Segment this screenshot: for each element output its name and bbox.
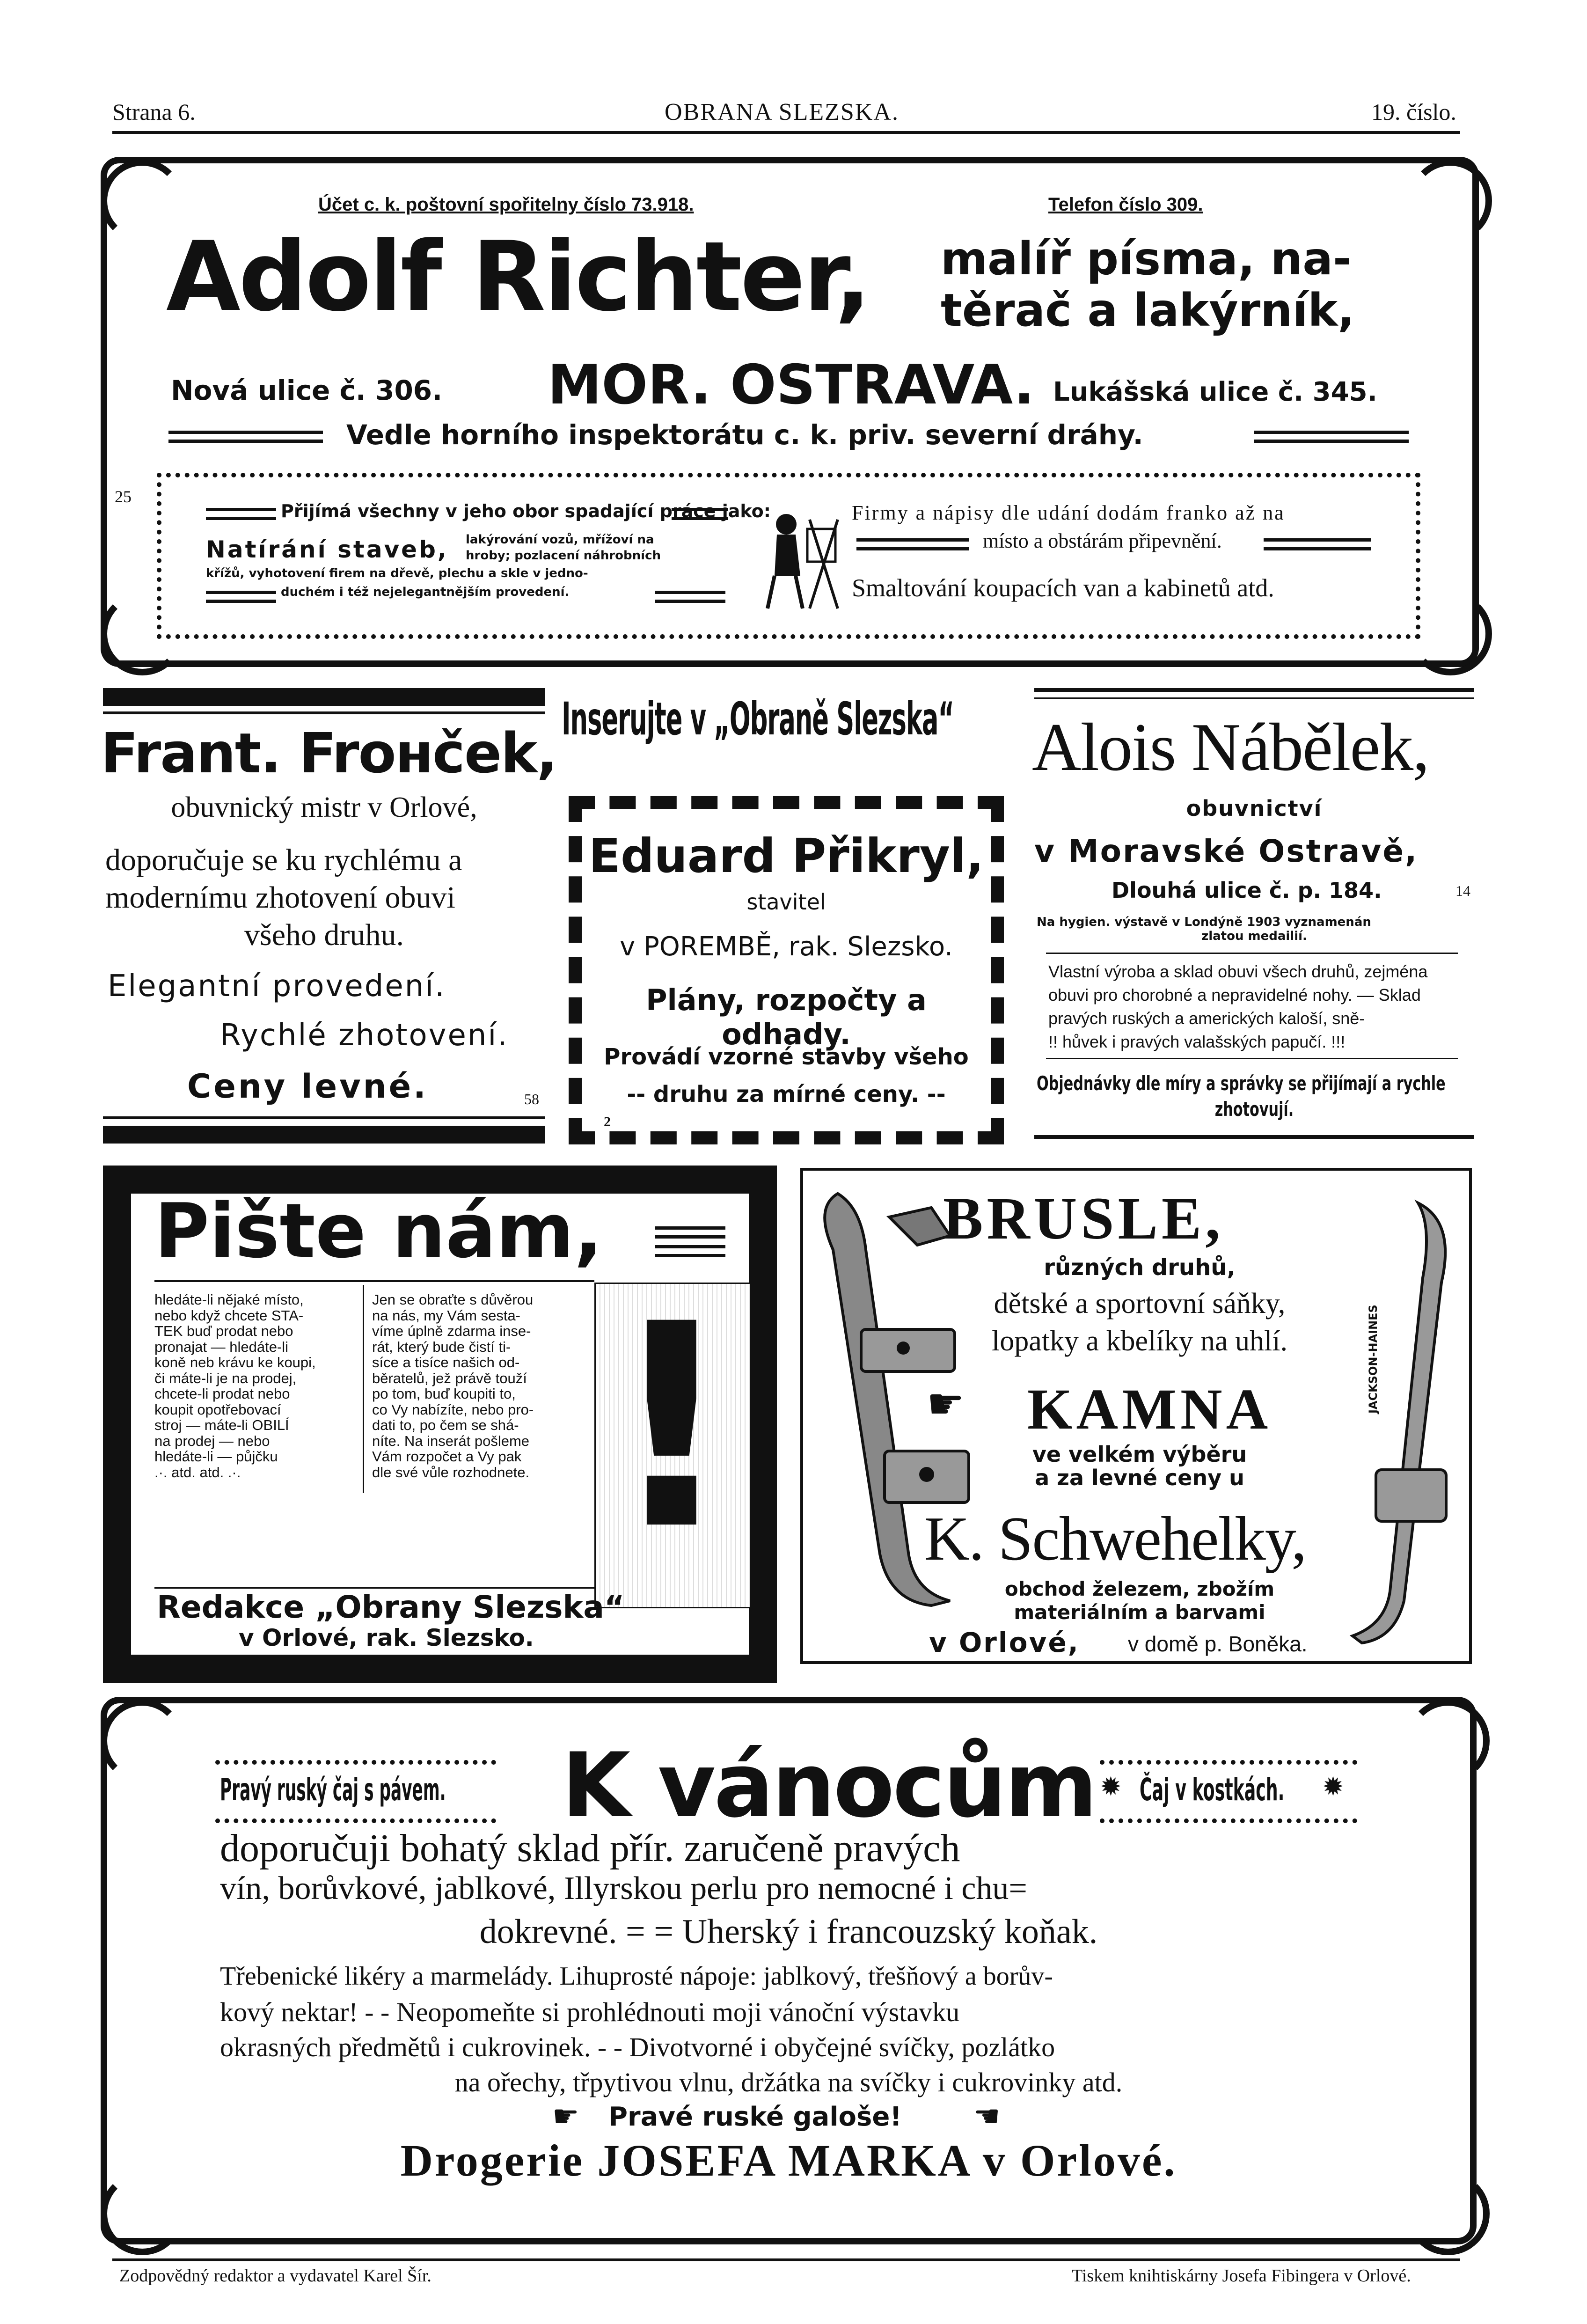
vanocum-line-7: na ořechy, třpytivou vlnu, držátka na svíčky i cukrovinky atd. xyxy=(454,2067,1123,2097)
divider xyxy=(1046,953,1458,954)
text-line: koně neb krávu ke koupi, xyxy=(154,1354,316,1371)
ornament-corner-icon xyxy=(1409,592,1492,675)
vanocum-line-4: Třebenické likéry a marmelády. Lihuprosté nápoje: jablkový, třešňový a borův- xyxy=(220,1962,1053,1991)
nabelek-bottom-rule xyxy=(1034,1135,1474,1139)
brusle-kinds: různých druhů, xyxy=(1044,1254,1236,1281)
divider xyxy=(672,508,728,520)
froncek-recommends-3: všeho druhu. xyxy=(244,918,404,952)
richter-painting: Natírání staveb, xyxy=(206,536,448,563)
divider xyxy=(206,508,276,520)
nabelek-trade: obuvnictví xyxy=(1186,796,1323,821)
richter-painting-detail-3: křížů, vyhotovení firem na dřevě, plechu a skle v jedno- xyxy=(206,566,588,580)
divider xyxy=(154,1587,594,1589)
text-line: Vám rozpočet a Vy pak xyxy=(372,1448,522,1465)
froncek-trade: obuvnický mistr v Orlové, xyxy=(171,792,477,823)
froncek-bottom-thin xyxy=(103,1116,545,1119)
nabelek-orders-1: Objednávky dle míry a správky se přijímají a rychle xyxy=(1037,1072,1446,1095)
froncek-name: Frant. Frонček, xyxy=(101,721,557,785)
froncek-top-rule xyxy=(103,688,545,706)
text-line: víme úplně zdarma inse- xyxy=(372,1323,531,1339)
vanocum-line-2: vín, borůvkové, jablkové, Illyrskou perlu pro nemocné i chu= xyxy=(220,1870,1027,1906)
richter-city: MOR. OSTRAVA. xyxy=(548,353,1035,417)
richter-painting-detail-1: lakýrování vozů, mřížoví na xyxy=(466,533,654,547)
text-line: síce a tisíce našich od- xyxy=(372,1354,520,1371)
vanocum-line-3: dokrevné. = = Uherský i francouzský koňak. xyxy=(479,1913,1098,1951)
piste-col2 xyxy=(372,1292,587,1480)
froncek-top-thin xyxy=(103,711,545,714)
richter-phone: Telefon číslo 309. xyxy=(1048,194,1203,215)
skate-brand-label: JACKSON-HAINES xyxy=(1367,1305,1380,1414)
nabelek-top-thin xyxy=(1034,697,1474,699)
brusle-shop-1: obchod železem, zbožím xyxy=(1004,1577,1275,1600)
pointing-hand-icon: ☛ xyxy=(552,2099,579,2134)
brusle-choice-1: ve velkém výběru xyxy=(1032,1442,1247,1467)
divider xyxy=(1254,431,1409,443)
vanocum-title: K vánocům xyxy=(562,1734,1096,1837)
nabelek-text-3: pravých ruských a amerických kaloší, sně- xyxy=(1048,1009,1365,1028)
issue-number: 19. číslo. xyxy=(1371,99,1456,125)
page-number: Strana 6. xyxy=(112,99,196,125)
brusle-place: v Orlové, xyxy=(929,1627,1080,1658)
text-line: Jen se obraťte s důvěrou xyxy=(372,1291,534,1308)
pointing-hand-icon: ☛ xyxy=(973,2099,1001,2134)
brusle-title: BRUSLE, xyxy=(943,1185,1224,1252)
divider xyxy=(1264,538,1371,550)
nabelek-top-rule xyxy=(1034,688,1474,692)
nabelek-orders-2: zhotovují. xyxy=(1214,1098,1294,1121)
froncek-recommends-2: modernímu zhotovení obuvi xyxy=(105,880,455,915)
piste-place: v Orlové, rak. Slezsko. xyxy=(239,1624,534,1651)
richter-trade-1: malíř písma, na- xyxy=(941,233,1352,285)
richter-trade-2: těrač a lakýrník, xyxy=(941,284,1355,337)
nabelek-text-1: Vlastní výroba a sklad obuvi všech druhů, zejména xyxy=(1048,962,1428,981)
ad-number: 14 xyxy=(1455,882,1470,899)
froncek-recommends-1: doporučuje se ku rychlému a xyxy=(105,843,462,877)
star-icon: ✹ xyxy=(1100,1772,1122,1802)
vanocum-tea-left: Pravý ruský čaj s pávem. xyxy=(220,1772,446,1808)
text-line: koupit opotřebovací xyxy=(154,1401,281,1418)
text-line: dle své vůle rozhodnete. xyxy=(372,1464,530,1481)
vanocum-line-5: kový nektar! - - Neopomeňte si prohlédnouti moji vánoční výstavku xyxy=(220,1997,960,2027)
vanocum-line-6: okrasných předmětů i cukrovinek. - - Divotvorné i obyčejné svíčky, pozlátko xyxy=(220,2032,1055,2062)
ad-number: 25 xyxy=(115,487,132,506)
richter-name: Adolf Richter, xyxy=(166,221,870,333)
prikryl-place: v POREMBĚ, rak. Slezsko. xyxy=(620,931,953,962)
prikryl-plans: Plány, rozpočty a odhady. xyxy=(646,983,927,1051)
footer-editor: Zodpovědný redaktor a vydavatel Karel Šír. xyxy=(119,2266,431,2286)
divider xyxy=(856,538,969,550)
brusle-kamna: KAMNA xyxy=(1027,1377,1272,1441)
text-line: dati to, po čem se shá- xyxy=(372,1417,519,1433)
text-line: níte. Na inserát pošleme xyxy=(372,1432,530,1449)
text-line: chcete-li prodat nebo xyxy=(154,1386,290,1402)
richter-account: Účet c. k. poštovní spořitelny číslo 73.918. xyxy=(318,194,694,215)
richter-painting-detail-4: duchém i též nejelegantnějším provedení. xyxy=(281,585,570,599)
nabelek-text-4: !! hůvek i pravých valašských papučí. !!! xyxy=(1048,1032,1346,1051)
nabelek-name: Alois Nábělek, xyxy=(1032,709,1429,785)
painter-figure-icon xyxy=(749,506,842,613)
richter-address-left: Nová ulice č. 306. xyxy=(171,374,443,406)
text-line: TEK buď prodat nebo xyxy=(154,1323,293,1339)
text-line: po tom, buď koupiti to, xyxy=(372,1386,516,1402)
vanocum-line-1: doporučuji bohatý sklad přír. zaručeně pravých xyxy=(220,1826,960,1870)
footer-rule xyxy=(112,2258,1460,2261)
newspaper-title: OBRANA SLEZSKA. xyxy=(665,99,899,125)
ad-number: 58 xyxy=(524,1091,539,1107)
divider xyxy=(154,1280,594,1282)
star-icon: ✹ xyxy=(1322,1772,1344,1802)
text-line: hledáte-li nějaké místo, xyxy=(154,1291,304,1308)
prikryl-does-2: -- druhu za mírné ceny. -- xyxy=(627,1081,946,1107)
vanocum-tea-right: Čaj v kostkách. xyxy=(1140,1772,1285,1808)
text-line: na prodej — nebo xyxy=(154,1432,270,1449)
divider xyxy=(655,1245,725,1257)
piste-col1 xyxy=(154,1292,351,1480)
piste-title: Pište nám, xyxy=(154,1187,603,1275)
richter-firms-1: Firmy a nápisy dle udání dodám franko až na xyxy=(852,501,1285,524)
divider xyxy=(655,591,725,603)
ornament-corner-icon xyxy=(1409,159,1492,242)
richter-firms-2: místo a obstárám připevnění. xyxy=(983,529,1222,552)
richter-accepts: Přijímá všechny v jeho obor spadající práce jako: xyxy=(281,501,771,521)
nabelek-text-2: obuvi pro chorobné a nepravidelné nohy. — Sklad xyxy=(1048,985,1421,1004)
brusle-items-2: lopatky a kbelíky na uhlí. xyxy=(992,1325,1287,1357)
text-line: rát, který bude čistí ti- xyxy=(372,1338,511,1355)
divider xyxy=(1046,1058,1458,1059)
brusle-house: v domě p. Boněka. xyxy=(1128,1632,1308,1656)
froncek-fast: Rychlé zhotovení. xyxy=(220,1018,509,1053)
brusle-choice-2: a za levné ceny u xyxy=(1035,1465,1244,1490)
text-line: hledáte-li — půjčku xyxy=(154,1448,278,1465)
brusle-shop-2: materiálním a barvami xyxy=(1014,1601,1265,1624)
prikryl-does-1: Provádí vzorné stavby všeho xyxy=(604,1044,969,1070)
footer-printer: Tiskem knihtiskárny Josefa Fibingera v Orlové. xyxy=(1072,2266,1411,2286)
vanocum-galose: Pravé ruské galoše! xyxy=(608,2102,902,2132)
text-line: na nás, my Vám sesta- xyxy=(372,1307,521,1324)
divider xyxy=(206,591,276,603)
header-rule xyxy=(112,131,1460,134)
nabelek-award-1: Na hygien. výstavě v Londýně 1903 vyznamenán xyxy=(1037,915,1371,929)
richter-bath: Smaltování koupacích van a kabinetů atd. xyxy=(852,574,1274,602)
text-line: .·. atd. atd. .·. xyxy=(154,1464,241,1481)
divider xyxy=(168,431,323,443)
ad-number: 2 xyxy=(604,1114,611,1129)
prikryl-name: Eduard Přikryl, xyxy=(588,828,984,883)
brusle-name: K. Schwehelky, xyxy=(924,1504,1306,1573)
pointing-hand-icon: ☛ xyxy=(927,1379,965,1429)
ornament-corner-icon xyxy=(1406,1699,1490,1782)
nabelek-city: v Moravské Ostravě, xyxy=(1034,833,1419,869)
piste-redakce: Redakce „Obrany Slezska“ xyxy=(157,1589,625,1625)
nabelek-street: Dlouhá ulice č. p. 184. xyxy=(1112,878,1382,903)
richter-painting-detail-2: hroby; pozlacení náhrobních xyxy=(466,549,661,563)
nabelek-award-2: zlatou medailií. xyxy=(1201,929,1307,943)
ornament-corner-icon xyxy=(101,1699,184,1782)
richter-near: Vedle horního inspektorátu c. k. priv. severní dráhy. xyxy=(346,419,1143,451)
text-line: stroj — máte-li OBILÍ xyxy=(154,1417,289,1433)
text-line: běratelů, jež právě touží xyxy=(372,1370,527,1386)
text-line: co Vy nabízíte, nebo pro- xyxy=(372,1401,534,1418)
text-line: či máte-li je na prodej, xyxy=(154,1370,297,1386)
ice-skate-icon xyxy=(1348,1189,1460,1657)
prikryl-trade: stavitel xyxy=(746,889,826,915)
inserujte-headline: Inserujte v „Obraně Slezska“ xyxy=(562,693,954,745)
froncek-bottom-rule xyxy=(103,1126,545,1144)
richter-address-right: Lukášská ulice č. 345. xyxy=(1053,377,1377,407)
column-divider xyxy=(363,1285,364,1493)
divider xyxy=(655,1226,725,1239)
text-line: nebo když chcete STA- xyxy=(154,1307,304,1324)
froncek-elegant: Elegantní provedení. xyxy=(108,969,446,1004)
vanocum-drogerie: Drogerie JOSEFA MARKA v Orlové. xyxy=(400,2135,1177,2185)
text-line: pronajat — hledáte-li xyxy=(154,1338,289,1355)
brusle-items-1: dětské a sportovní sáňky, xyxy=(994,1288,1286,1320)
froncek-prices: Ceny levné. xyxy=(187,1067,428,1106)
exclamation-mark: ! xyxy=(607,1264,736,1591)
